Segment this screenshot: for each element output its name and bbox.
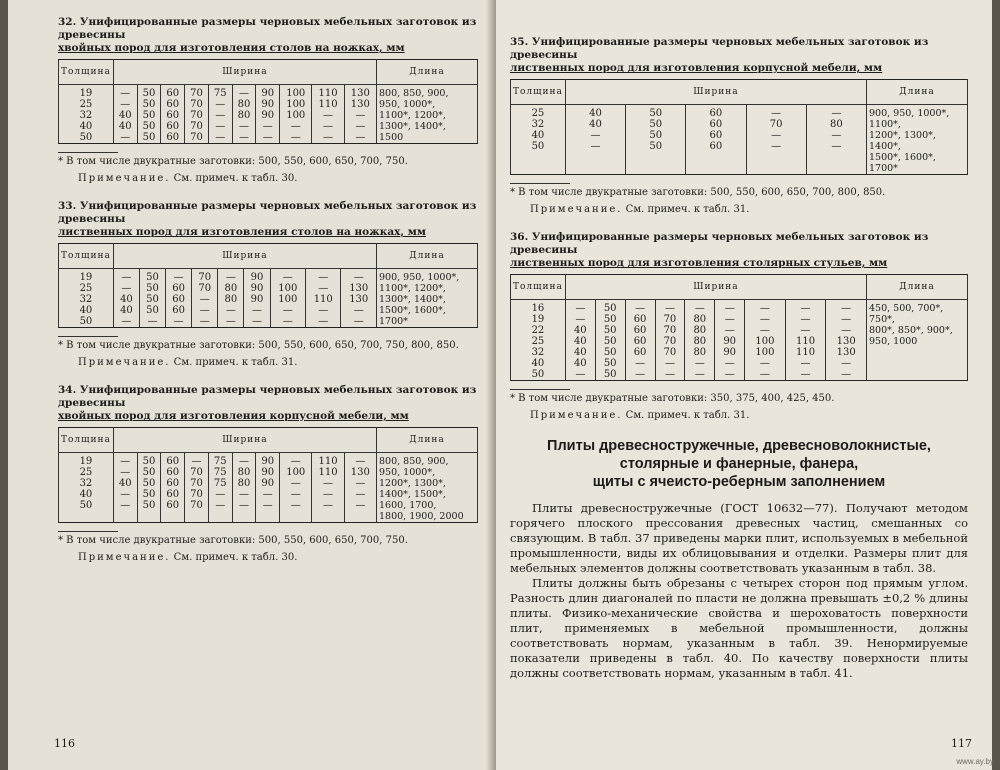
width-cell: 70 70 70 70 70 xyxy=(185,85,209,144)
note-label: Примечание. xyxy=(530,410,623,421)
footnote: * В том числе двукратные заготовки: 500, 550, 600, 650, 700, 800, 850. xyxy=(510,187,886,198)
width-cell: — 80 — — xyxy=(806,105,866,175)
length-cell: 900, 950, 1000*, 1100*, 1200*, 1300*, 1400*, 1500*, 1600*, 1700* xyxy=(377,269,478,328)
table-caption xyxy=(510,231,968,270)
table-block xyxy=(510,231,968,421)
header-thickness: Толщина xyxy=(59,428,114,453)
header-thickness: Толщина xyxy=(59,244,114,269)
table-caption-line: лиственных пород для изготовления корпусной мебели, мм xyxy=(510,62,883,74)
thickness-cell: 19 25 32 40 50 xyxy=(59,453,114,523)
width-cell: — 70 — — xyxy=(746,105,806,175)
note-label: Примечание. xyxy=(78,173,171,184)
width-cell: 75 75 75 — — xyxy=(208,453,232,523)
table-note xyxy=(530,410,968,421)
width-cell: — 80 80 — — xyxy=(232,85,256,144)
width-cell: — — 40 40 — xyxy=(113,269,139,328)
length-cell: 800, 850, 900, 950, 1000*, 1100*, 1200*, 1300*, 1400*, 1500 xyxy=(377,85,478,144)
width-cell: — — 40 40 40 40 — xyxy=(565,300,595,381)
width-cell: — 70 70 70 70 — — xyxy=(655,300,685,381)
table-caption-line: 35. Унифицированные размеры черновых мебельных заготовок из древесины xyxy=(510,36,929,61)
right-page xyxy=(496,0,992,770)
width-cell: — — 40 — — xyxy=(113,453,137,523)
width-cell: 60 60 60 60 60 xyxy=(161,453,185,523)
footnote-rule xyxy=(510,389,570,390)
header-length: Длина xyxy=(867,275,968,300)
footnote: * В том числе двукратные заготовки: 500, 550, 600, 650, 700, 750. xyxy=(58,156,408,167)
width-cell: — 130 — — — xyxy=(344,453,376,523)
page-number: 116 xyxy=(54,737,75,750)
footnote: * В том числе двукратные заготовки: 350, 375, 400, 425, 450. xyxy=(510,393,835,404)
note-text: См. примеч. к табл. 31. xyxy=(170,357,298,368)
table-block xyxy=(58,16,478,184)
table-caption xyxy=(58,384,478,423)
width-cell: — — 110 — — xyxy=(306,269,341,328)
width-cell: 40 40 — — xyxy=(565,105,625,175)
width-cell: 110 110 — — — xyxy=(312,453,344,523)
width-cell: 90 90 90 — — xyxy=(244,269,270,328)
width-cell: 50 50 50 50 — xyxy=(139,269,165,328)
width-cell: 50 50 50 50 50 xyxy=(137,453,161,523)
footnote: * В том числе двукратные заготовки: 500, 550, 600, 650, 700, 750. xyxy=(58,535,408,546)
note-label: Примечание. xyxy=(78,357,171,368)
width-cell: — — — 130 130 — — xyxy=(826,300,867,381)
width-cell: 60 60 60 60 xyxy=(686,105,746,175)
width-cell: — 60 60 60 — xyxy=(166,269,192,328)
width-cell: 110 110 — — — xyxy=(312,85,344,144)
thickness-cell: 19 25 32 40 50 xyxy=(59,269,114,328)
width-cell: 75 — — — — xyxy=(208,85,232,144)
width-cell: — 100 100 — — xyxy=(270,269,305,328)
header-width: Ширина xyxy=(113,244,376,269)
header-length: Длина xyxy=(867,80,968,105)
header-length: Длина xyxy=(377,428,478,453)
thickness-cell: 19 25 32 40 50 xyxy=(59,85,114,144)
width-cell: 130 130 — — — xyxy=(344,85,376,144)
paragraph: Плиты древесностружечные (ГОСТ 10632—77). Получают методом горячего плоского прессования древесных частиц, смешанных со связующим. В табл. 37 приведены марки плит, используемых в мебельной промышленности, виды их облицовывания и отделки. Размеры плит для мебельных элементов должны соответствовать указанным в табл. 38. xyxy=(510,501,968,575)
width-cell: — 60 60 60 60 — — xyxy=(625,300,655,381)
length-cell: 800, 850, 900, 950, 1000*, 1200*, 1300*, 1400*, 1500*, 1600, 1700, 1800, 1900, 2000 xyxy=(377,453,478,523)
width-cell: — 130 130 — — xyxy=(341,269,377,328)
table-note xyxy=(78,357,478,368)
width-cell: 90 90 90 — — xyxy=(256,453,280,523)
page-number: 117 xyxy=(951,737,972,750)
header-length: Длина xyxy=(377,244,478,269)
width-cell: — — — 100 100 — — xyxy=(745,300,786,381)
watermark: www.ay.by xyxy=(956,757,994,766)
width-cell: 60 60 60 60 60 xyxy=(161,85,185,144)
header-width: Ширина xyxy=(565,275,866,300)
header-width: Ширина xyxy=(113,428,376,453)
length-cell: 900, 950, 1000*, 1100*, 1200*, 1300*, 1400*, 1500*, 1600*, 1700* xyxy=(867,105,968,175)
table-caption xyxy=(58,200,478,239)
thickness-cell: 25 32 40 50 xyxy=(511,105,566,175)
width-cell: — — — 90 90 — — xyxy=(715,300,745,381)
width-cell: 70 70 — — — xyxy=(192,269,218,328)
left-page xyxy=(8,0,496,770)
width-cell: — 80 80 — — xyxy=(218,269,244,328)
table-caption-line: лиственных пород для изготовления столов на ножках, мм xyxy=(58,226,426,238)
width-cell: — 70 70 70 70 xyxy=(185,453,209,523)
table-note xyxy=(78,173,478,184)
thickness-cell: 16 19 22 25 32 40 50 xyxy=(511,300,566,381)
footnote-rule xyxy=(510,183,570,184)
section-title: Плиты древесностружечные, древесноволокнистые, столярные и фанерные, фанера, щиты с ячеисто-реберным заполнением xyxy=(547,438,931,490)
table-caption-line: хвойных пород для изготовления столов на ножках, мм xyxy=(58,42,405,54)
data-table xyxy=(510,79,968,175)
table-block xyxy=(510,36,968,215)
note-text: См. примеч. к табл. 31. xyxy=(622,204,750,215)
width-cell: — — 40 40 — xyxy=(113,85,137,144)
note-text: См. примеч. к табл. 30. xyxy=(170,552,298,563)
table-block xyxy=(58,200,478,368)
data-table xyxy=(58,243,478,328)
paragraph: Плиты должны быть обрезаны с четырех сторон под прямым углом. Разность длин диагоналей по пласти не должна превышать ±0,2 % длины плиты. Физико-механические свойства и шероховатость поверхности плит, применяемых в мебельной промышленности, должны соответствовать нормам, указанным в табл. 39. Ненормируемые показатели приведены в табл. 40. По качеству поверхности плиты должны соответствовать нормам, указанным в табл. 41. xyxy=(510,576,968,680)
note-text: См. примеч. к табл. 30. xyxy=(170,173,298,184)
width-cell: — 100 — — — xyxy=(280,453,312,523)
header-width: Ширина xyxy=(565,80,866,105)
footnote-rule xyxy=(58,531,118,532)
table-caption-line: лиственных пород для изготовления столярных стульев, мм xyxy=(510,257,888,269)
table-caption-line: 34. Унифицированные размеры черновых мебельных заготовок из древесины xyxy=(58,384,477,409)
table-caption-line: 32. Унифицированные размеры черновых мебельных заготовок из древесины xyxy=(58,16,477,41)
width-cell: 50 50 50 50 50 xyxy=(137,85,161,144)
footnote-rule xyxy=(58,336,118,337)
width-cell: — 80 80 80 80 — — xyxy=(685,300,715,381)
width-cell: 50 50 50 50 50 50 50 xyxy=(595,300,625,381)
header-width: Ширина xyxy=(113,60,376,85)
data-table xyxy=(58,427,478,523)
table-block xyxy=(58,384,478,563)
header-length: Длина xyxy=(377,60,478,85)
table-caption-line: 33. Унифицированные размеры черновых мебельных заготовок из древесины xyxy=(58,200,477,225)
header-thickness: Толщина xyxy=(511,80,566,105)
header-thickness: Толщина xyxy=(59,60,114,85)
table-note xyxy=(78,552,478,563)
note-label: Примечание. xyxy=(78,552,171,563)
header-thickness: Толщина xyxy=(511,275,566,300)
note-label: Примечание. xyxy=(530,204,623,215)
width-cell: 50 50 50 50 xyxy=(626,105,686,175)
length-cell: 450, 500, 700*, 750*, 800*, 850*, 900*, 950, 1000 xyxy=(867,300,968,381)
table-caption xyxy=(510,36,968,75)
width-cell: 100 100 100 — — xyxy=(280,85,312,144)
table-caption xyxy=(58,16,478,55)
width-cell: 90 90 90 — — xyxy=(256,85,280,144)
footnote-rule xyxy=(58,152,118,153)
table-caption-line: 36. Унифицированные размеры черновых мебельных заготовок из древесины xyxy=(510,231,929,256)
data-table xyxy=(510,274,968,381)
table-note xyxy=(530,204,968,215)
width-cell: — 80 80 — — xyxy=(232,453,256,523)
table-caption-line: хвойных пород для изготовления корпусной мебели, мм xyxy=(58,410,409,422)
data-table xyxy=(58,59,478,144)
width-cell: — — — 110 110 — — xyxy=(785,300,826,381)
footnote: * В том числе двукратные заготовки: 500, 550, 600, 650, 700, 750, 800, 850. xyxy=(58,340,459,351)
note-text: См. примеч. к табл. 31. xyxy=(622,410,750,421)
